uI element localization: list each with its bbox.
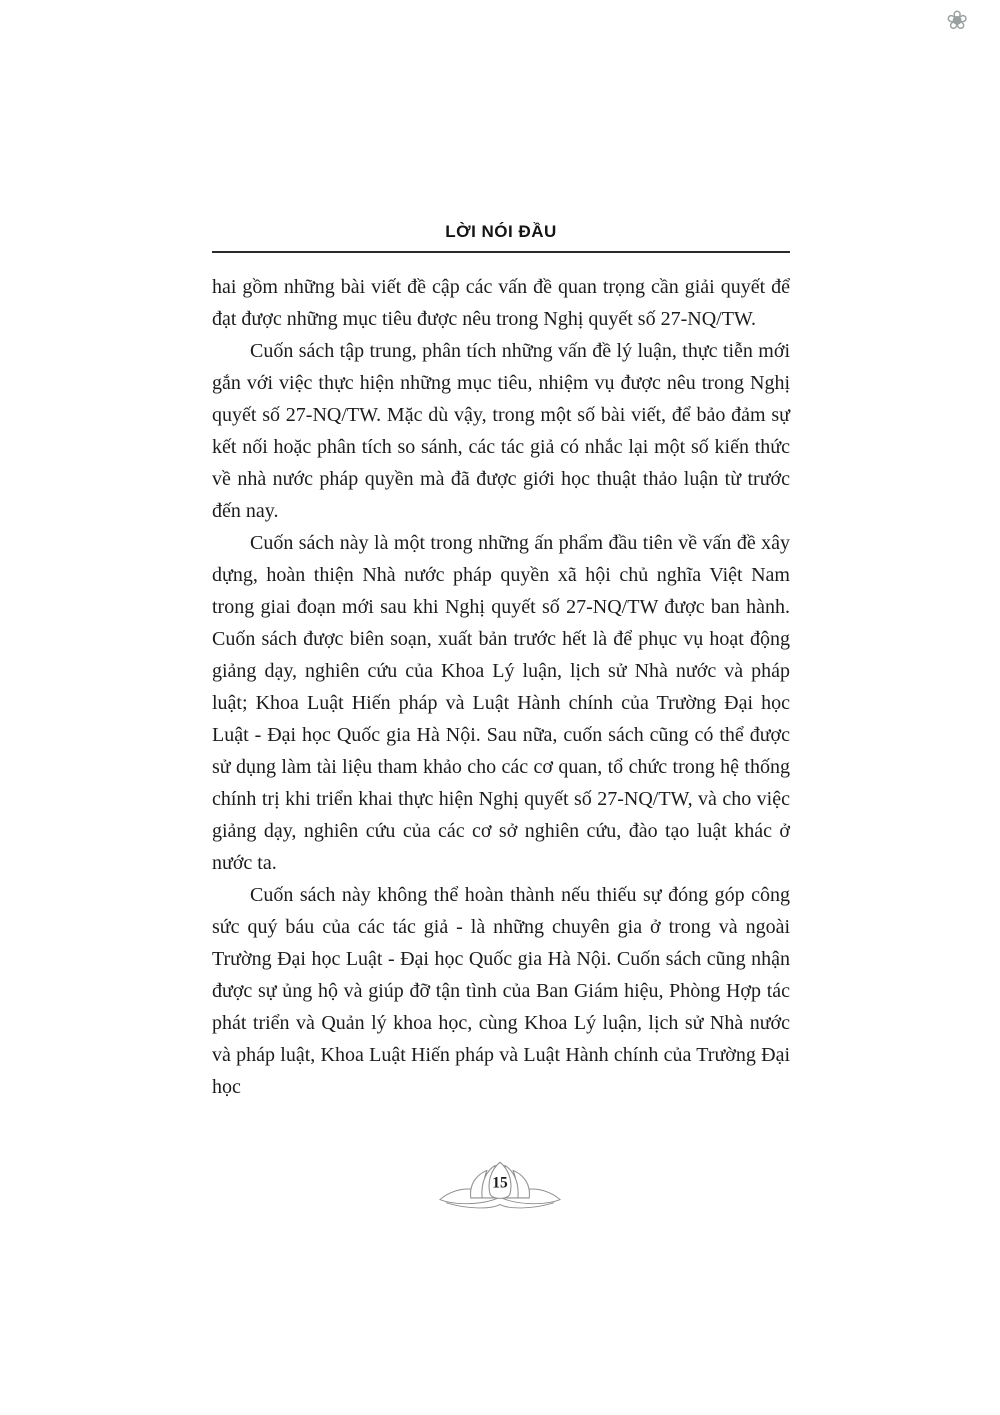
body-paragraph: Cuốn sách này là một trong những ấn phẩm đầu tiên về vấn đề xây dựng, hoàn thiện Nhà nước pháp quyền xã hội chủ nghĩa Việt Nam trong giai đoạn mới sau khi Nghị quyết số 27-NQ/TW được ban hành. Cuốn sách được biên soạn, xuất bản trước hết là để phục vụ hoạt động giảng dạy, nghiên cứu của Khoa Lý luận, lịch sử Nhà nước và pháp luật; Khoa Luật Hiến pháp và Luật Hành chính của Trường Đại học Luật - Đại học Quốc gia Hà Nội. Sau nữa, cuốn sách cũng có thể được sử dụng làm tài liệu tham khảo cho các cơ quan, tổ chức trong hệ thống chính trị khi triển khai thực hiện Nghị quyết số 27-NQ/TW, và cho việc giảng dạy, nghiên cứu của các cơ sở nghiên cứu, đào tạo luật khác ở nước ta.: [212, 532, 790, 874]
body-paragraph: hai gồm những bài viết đề cập các vấn đề quan trọng cần giải quyết để đạt được những mục tiêu được nêu trong Nghị quyết số 27-NQ/TW.: [212, 276, 790, 330]
lotus-ornament-icon: [435, 1160, 565, 1218]
body-text: [212, 271, 790, 1103]
body-paragraph: Cuốn sách tập trung, phân tích những vấn đề lý luận, thực tiễn mới gắn với việc thực hiện những mục tiêu, nhiệm vụ được nêu trong Nghị quyết số 27-NQ/TW. Mặc dù vậy, trong một số bài viết, để bảo đảm sự kết nối hoặc phân tích so sánh, các tác giả có nhắc lại một số kiến thức về nhà nước pháp quyền mà đã được giới học thuật thảo luận từ trước đến nay.: [212, 340, 790, 522]
body-paragraph: Cuốn sách này không thể hoàn thành nếu thiếu sự đóng góp công sức quý báu của các tác giả - là những chuyên gia ở trong và ngoài Trường Đại học Luật - Đại học Quốc gia Hà Nội. Cuốn sách cũng nhận được sự ủng hộ và giúp đỡ tận tình của Ban Giám hiệu, Phòng Hợp tác phát triển và Quản lý khoa học, cùng Khoa Lý luận, lịch sử Nhà nước và pháp luật, Khoa Luật Hiến pháp và Luật Hành chính của Trường Đại học: [212, 884, 790, 1098]
page-header-title: LỜI NÓI ĐẦU: [445, 222, 557, 241]
header-divider: [212, 251, 790, 253]
corner-flower-icon: ❀: [946, 6, 968, 36]
page-number: 15: [492, 1174, 508, 1192]
page-content: [212, 222, 790, 1103]
